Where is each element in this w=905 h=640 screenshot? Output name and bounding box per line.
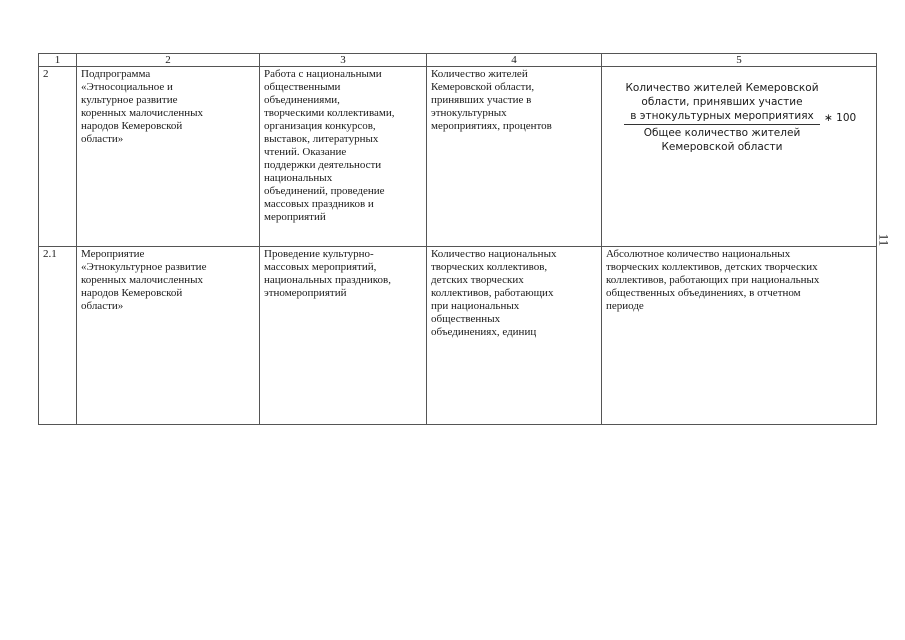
indicators-table [38,53,877,425]
table-row [39,67,877,247]
calculation-formula-cell [602,67,877,247]
row-number: 2.1 [39,247,77,425]
formula [624,81,872,154]
event-indicator: Количество национальных творческих коллективов, детских творческих коллективов, работающих при национальных общественных объединениях, единиц [427,247,602,425]
header-row [39,54,877,67]
header-cell-3: 3 [260,54,427,67]
row-number: 2 [39,67,77,247]
program-activity: Работа с национальными общественными объединениями, творческими коллективами, организация конкурсов, выставок, литературных чтений. Оказание поддержки деятельности национальных объединений, проведение массовых праздников и мероприятий [260,67,427,247]
page-number: 11 [876,233,892,247]
header-cell-4: 4 [427,54,602,67]
program-name: Подпрограмма «Этносоциальное и культурное развитие коренных малочисленных народов Кемеровской области» [77,67,260,247]
event-name: Мероприятие «Этнокультурное развитие коренных малочисленных народов Кемеровской области» [77,247,260,425]
calculation-method-cell: Абсолютное количество национальных творческих коллективов, детских творческих коллективов, работающих при национальных общественных объединениях, в отчетном периоде [602,247,877,425]
event-activity: Проведение культурно- массовых мероприятий, национальных праздников, этномероприятий [260,247,427,425]
header-cell-5: 5 [602,54,877,67]
formula-denominator: Общее количество жителей Кемеровской области [643,127,801,153]
formula-numerator: Количество жителей Кемеровской области, принявших участие в этнокультурных мероприятиях [624,81,820,125]
formula-multiplier: ∗ 100 [824,111,857,124]
table-row [39,247,877,425]
program-indicator: Количество жителей Кемеровской области, принявших участие в этнокультурных мероприятиях, процентов [427,67,602,247]
header-cell-2: 2 [77,54,260,67]
header-cell-1: 1 [39,54,77,67]
